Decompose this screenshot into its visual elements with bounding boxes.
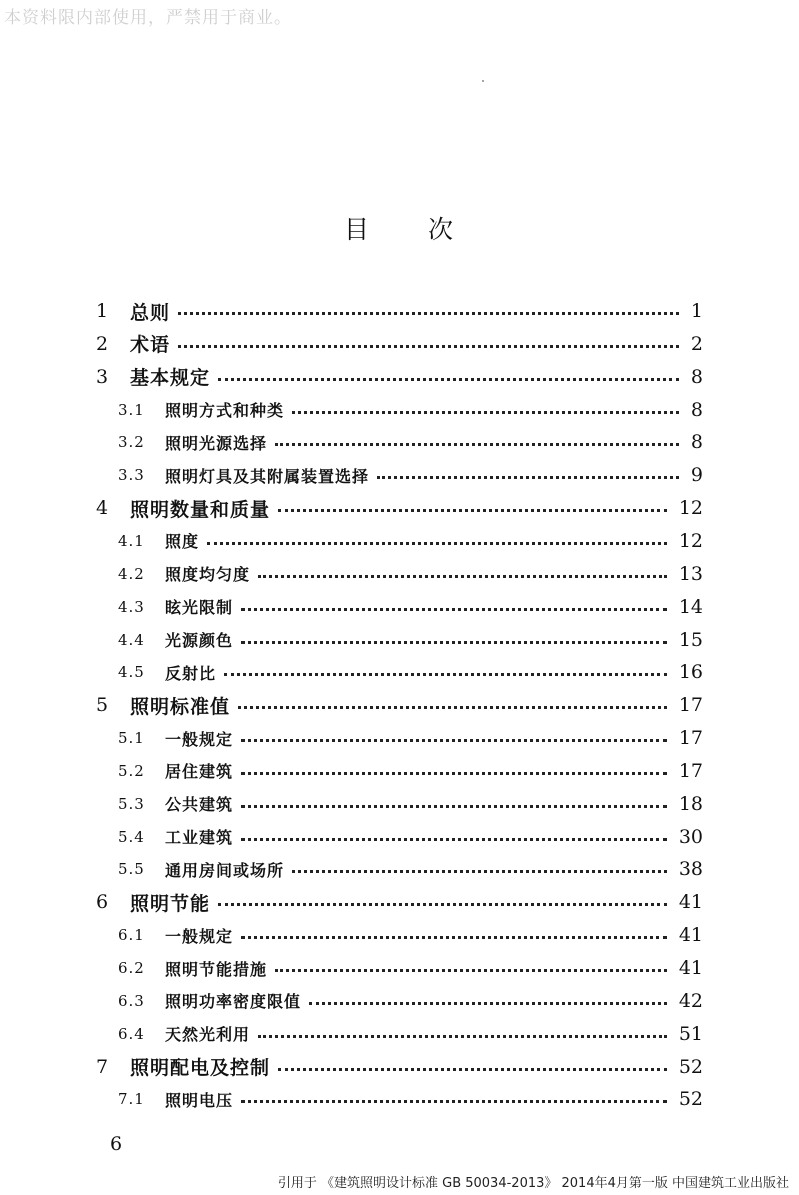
toc-entry-label: 照明方式和种类 (165, 401, 285, 421)
toc-leader-dots (377, 476, 679, 479)
toc-entry-page: 15 (678, 628, 703, 651)
toc-chapter-row[interactable] (0, 493, 799, 523)
toc-entry-number: 5.2 (118, 761, 145, 780)
toc-leader-dots (278, 509, 667, 512)
toc-entry-number: 5.3 (118, 794, 145, 813)
toc-section-row[interactable] (0, 723, 799, 753)
toc-leader-dots (224, 673, 667, 676)
toc-entry-label: 照明功率密度限值 (165, 992, 302, 1012)
toc-leader-dots (241, 838, 667, 841)
toc-entry-page: 51 (678, 1022, 703, 1045)
toc-entry-label: 光源颜色 (165, 631, 234, 650)
toc-leader-dots (258, 1035, 667, 1038)
toc-entry-label: 照明灯具及其附属装置选择 (165, 466, 370, 486)
toc-leader-dots (278, 1068, 667, 1071)
toc-title-char-2: 次 (428, 215, 454, 244)
toc-entry-number: 3 (96, 365, 109, 388)
toc-leader-dots (218, 378, 679, 381)
toc-entry-page: 12 (678, 497, 703, 520)
toc-leader-dots (241, 805, 667, 808)
toc-entry-number: 4.3 (118, 597, 145, 616)
toc-entry-label: 一般规定 (165, 926, 234, 946)
toc-entry-number: 4.1 (118, 531, 145, 550)
toc-entry-page: 41 (678, 957, 703, 979)
toc-entry-label: 照明配电及控制 (130, 1057, 271, 1080)
toc-entry-number: 4.5 (118, 663, 145, 682)
toc-leader-dots (241, 1100, 667, 1103)
toc-entry-page: 41 (678, 924, 703, 947)
toc-chapter-row[interactable] (0, 329, 799, 359)
toc-leader-dots (241, 772, 667, 775)
toc-section-row[interactable] (0, 789, 799, 819)
toc-entry-label: 照明标准值 (130, 695, 231, 718)
toc-chapter-row[interactable] (0, 690, 799, 720)
toc-entry-page: 12 (678, 529, 703, 552)
toc-entry-page: 8 (690, 365, 703, 388)
toc-entry-label: 照度 (165, 532, 200, 552)
toc-leader-dots (241, 936, 667, 939)
page-number: 6 (110, 1133, 123, 1155)
toc-entry-page: 41 (678, 891, 703, 914)
toc-entry-number: 5.5 (118, 860, 145, 879)
toc-entry-label: 天然光利用 (165, 1025, 251, 1045)
toc-section-row[interactable] (0, 1019, 799, 1049)
toc-entry-page: 2 (690, 332, 703, 355)
toc-entry-number: 7 (96, 1055, 109, 1078)
toc-entry-page: 52 (678, 1055, 703, 1078)
toc-leader-dots (207, 542, 667, 545)
toc-entry-number: 5.4 (118, 827, 145, 846)
toc-entry-number: 4.4 (118, 630, 145, 649)
toc-entry-page: 8 (690, 431, 703, 454)
toc-entry-page: 14 (678, 595, 703, 618)
toc-entry-page: 13 (678, 562, 703, 585)
toc-entry-page: 8 (690, 398, 703, 421)
toc-section-row[interactable] (0, 625, 799, 655)
toc-entry-label: 基本规定 (130, 367, 211, 390)
toc-entry-number: 7.1 (118, 1090, 145, 1109)
scan-speck (482, 80, 484, 82)
toc-entry-page: 30 (678, 825, 703, 848)
toc-title-char-1: 目 (344, 215, 370, 244)
toc-entry-number: 1 (96, 300, 109, 322)
toc-section-row[interactable] (0, 986, 799, 1016)
toc-leader-dots (241, 739, 667, 742)
toc-section-row[interactable] (0, 1084, 799, 1114)
toc-leader-dots (275, 443, 679, 446)
toc-entry-page: 9 (690, 464, 703, 487)
toc-leader-dots (178, 312, 679, 315)
toc-entry-page: 42 (678, 989, 703, 1012)
toc-entry-label: 工业建筑 (165, 828, 234, 848)
toc-entry-label: 照明电压 (165, 1090, 234, 1110)
toc-entry-number: 5.1 (118, 729, 145, 748)
toc-entry-label: 照明节能 (130, 892, 211, 915)
toc-entry-page: 18 (678, 792, 703, 815)
toc-entry-label: 照明光源选择 (165, 433, 268, 453)
toc-section-row[interactable] (0, 920, 799, 950)
toc-section-row[interactable] (0, 657, 799, 687)
toc-entry-number: 5 (96, 694, 109, 717)
toc-section-row[interactable] (0, 427, 799, 457)
toc-entry-label: 居住建筑 (165, 762, 234, 782)
toc-leader-dots (292, 411, 679, 414)
toc-section-row[interactable] (0, 822, 799, 852)
toc-entry-page: 17 (678, 694, 703, 717)
toc-section-row[interactable] (0, 756, 799, 786)
toc-entry-label: 总则 (130, 301, 171, 324)
watermark-text: 本资料限内部使用，严禁用于商业。 (4, 8, 292, 28)
toc-entry-page: 16 (678, 661, 703, 684)
toc-entry-label: 反射比 (165, 663, 217, 683)
toc-section-row[interactable] (0, 559, 799, 589)
toc-chapter-row[interactable] (0, 296, 799, 326)
toc-section-row[interactable] (0, 854, 799, 884)
toc-entry-number: 6.3 (118, 991, 145, 1010)
toc-entry-number: 2 (96, 332, 109, 355)
toc-entry-number: 6.4 (118, 1024, 145, 1043)
toc-leader-dots (292, 870, 667, 873)
toc-leader-dots (241, 641, 667, 644)
toc-chapter-row[interactable] (0, 887, 799, 917)
toc-entry-page: 17 (678, 727, 703, 750)
toc-title (0, 215, 799, 245)
toc-entry-number: 4.2 (118, 564, 145, 583)
toc-section-row[interactable] (0, 953, 799, 983)
toc-entry-label: 通用房间或场所 (165, 860, 285, 880)
toc-entry-number: 3.1 (118, 400, 145, 419)
toc-entry-number: 4 (96, 497, 109, 520)
toc-leader-dots (241, 608, 667, 611)
toc-entry-page: 52 (678, 1088, 703, 1111)
toc-section-row[interactable] (0, 395, 799, 425)
toc-entry-label: 公共建筑 (165, 795, 234, 815)
toc-entry-label: 照明数量和质量 (130, 498, 271, 521)
toc-entry-label: 眩光限制 (165, 598, 234, 618)
citation-footer: 引用于 《建筑照明设计标准 GB 50034-2013》 2014年4月第一版 中国建筑工业出版社 (277, 1176, 789, 1191)
toc-leader-dots (218, 903, 667, 906)
toc-entry-number: 3.2 (118, 433, 145, 452)
toc-leader-dots (275, 969, 667, 972)
toc-entry-number: 6.1 (118, 926, 145, 945)
toc-entry-page: 17 (678, 759, 703, 782)
toc-section-row[interactable] (0, 526, 799, 556)
toc-entry-page: 38 (678, 858, 703, 881)
toc-entry-label: 照度均匀度 (165, 565, 251, 585)
toc-chapter-row[interactable] (0, 1052, 799, 1082)
toc-leader-dots (309, 1002, 667, 1005)
toc-entry-page: 1 (690, 300, 703, 322)
toc-chapter-row[interactable] (0, 362, 799, 392)
toc-entry-label: 术语 (130, 334, 171, 357)
toc-entry-number: 3.3 (118, 466, 145, 485)
toc-leader-dots (258, 575, 667, 578)
toc-entry-label: 一般规定 (165, 729, 234, 749)
toc-leader-dots (178, 345, 679, 348)
toc-entry-label: 照明节能措施 (165, 959, 268, 979)
toc-entry-number: 6 (96, 891, 109, 914)
toc-section-row[interactable] (0, 592, 799, 622)
toc-section-row[interactable] (0, 460, 799, 490)
toc-entry-number: 6.2 (118, 959, 145, 977)
toc-leader-dots (238, 706, 667, 709)
